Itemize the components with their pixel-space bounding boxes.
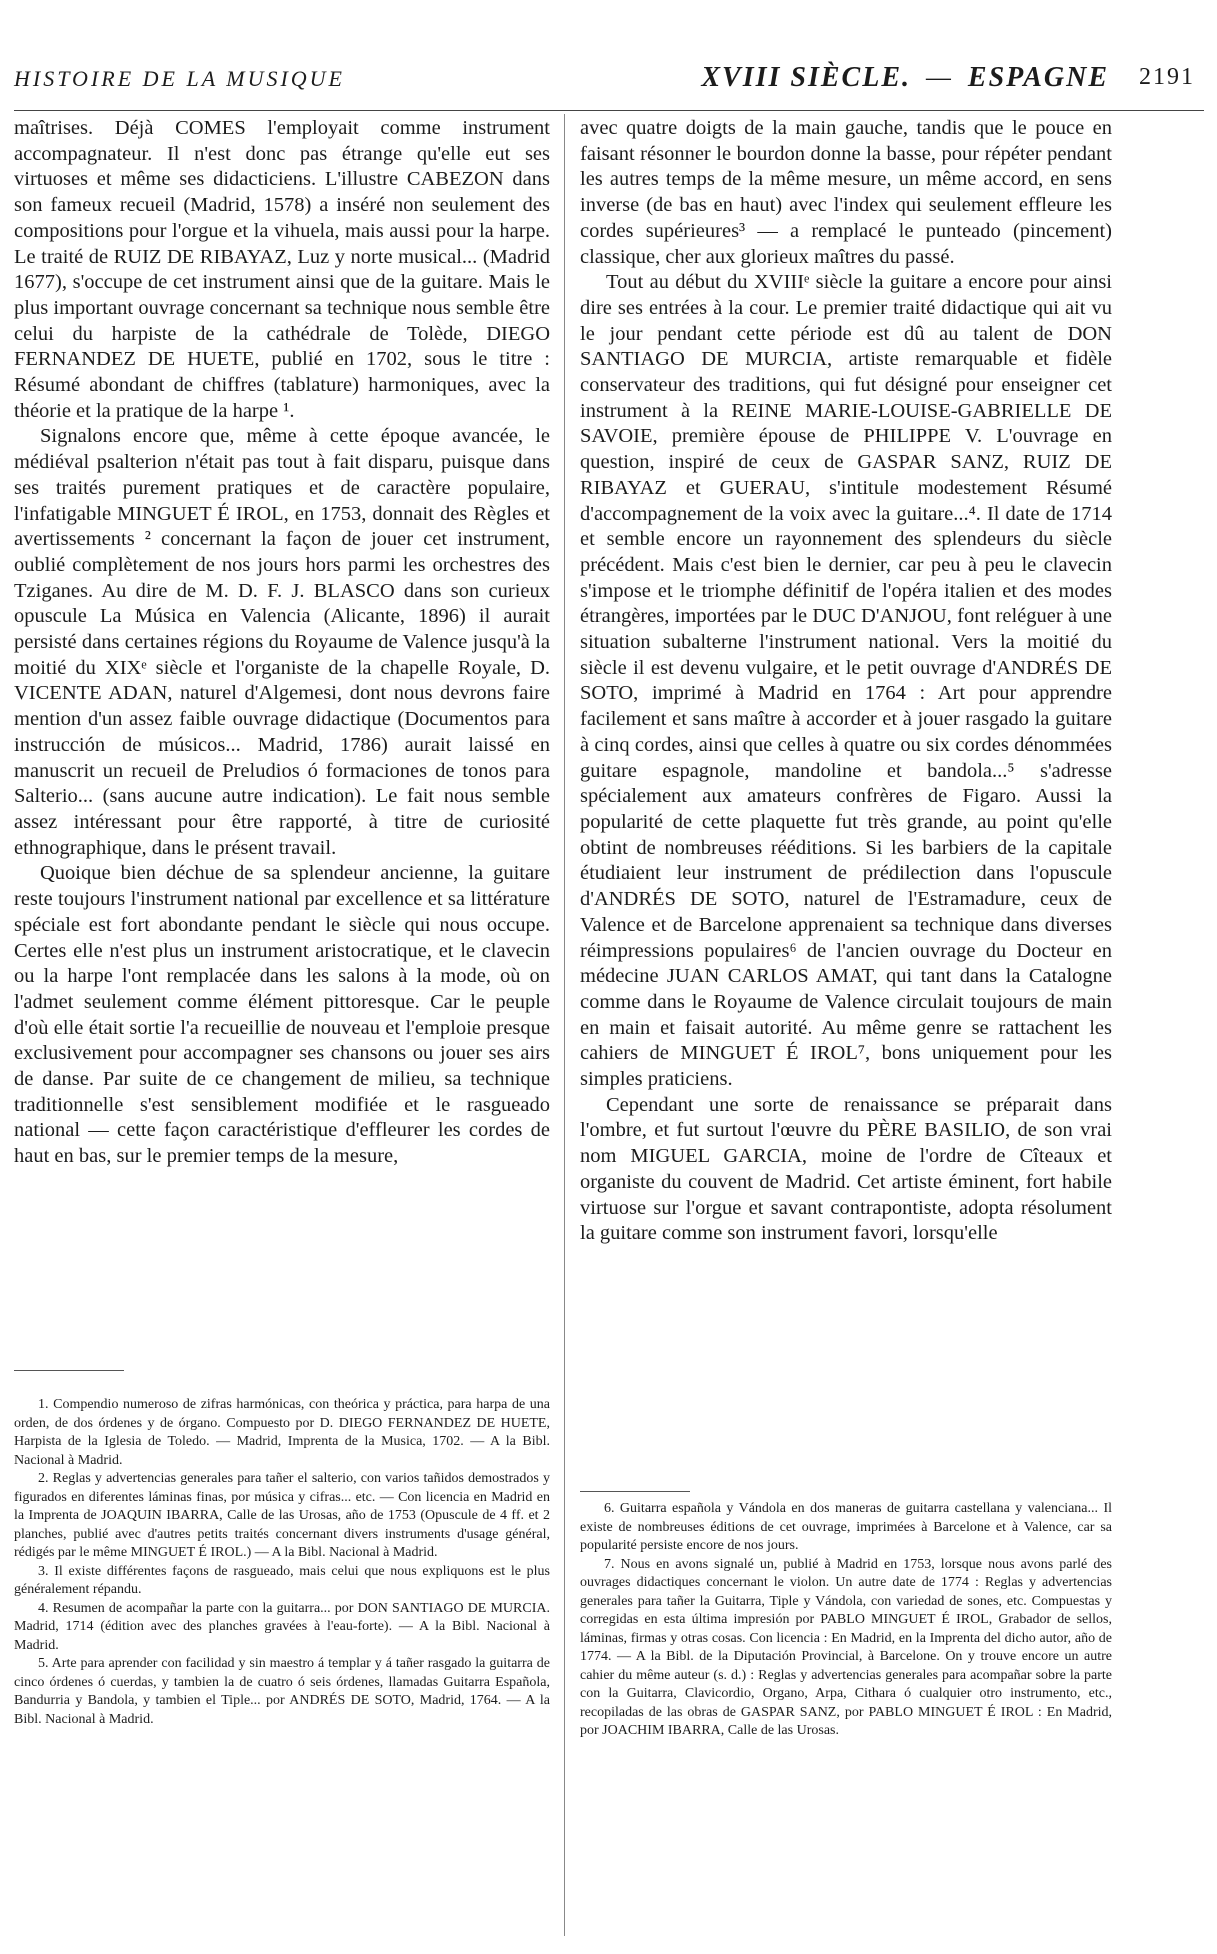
running-header-section	[701, 62, 1109, 94]
running-header-title: HISTOIRE DE LA MUSIQUE	[14, 66, 345, 91]
header-dash: —	[926, 62, 953, 93]
footnote: 4. Resumen de acompañar la parte con la guitarra... por DON SANTIAGO DE MURCIA. Madrid, 1714 (édition avec des planches gravées à l'eau-forte). — A la Bibl. Nacional à Madrid.	[14, 1600, 550, 1653]
footnote: 2. Reglas y advertencias generales para tañer el salterio, con varios tañidos demostrados y figurados en diferentes láminas finas, por música y cifras... etc. — Con licencia en Madrid en la Imprenta de JOAQUIN IBARRA, Calle de las Urosas, año de 1753 (Opuscule de 4 ff. et 2 planches, publié avec d'autres petits traités concernant divers instruments d'usage général, rédigés par le même MINGUET É IROL.) — A la Bibl. Nacional à Madrid.	[14, 1471, 550, 1560]
footnote: 3. Il existe différentes façons de rasgueado, mais celui que nous expliquons est le plus généralement répandu.	[14, 1563, 550, 1597]
header-century: XVIII SIÈCLE.	[701, 62, 912, 93]
paragraph: avec quatre doigts de la main gauche, tandis que le pouce en faisant résonner le bourdon donne la basse, pour répéter pendant les autres temps de la même mesure, un même accord, en sens inverse (de bas en haut) avec l'index qui seulement effleure les cordes supérieures³ — a remplacé le punteado (pincement) classique, cher aux glorieux maîtres du passé.	[580, 117, 1112, 268]
footnote-rule-left	[14, 1370, 124, 1371]
page-number: 2191	[1139, 64, 1195, 90]
right-footnotes	[580, 1500, 1112, 1741]
paragraph: Tout au début du XVIIIᵉ siècle la guitare a encore pour ainsi dire ses entrées à la cour. Le premier traité didactique qui ait vu le jour pendant cette période est dû au talent de DON SANTIAGO DE MURCIA, artiste remarquable et fidèle conservateur des traditions, qui fut désigné pour enseigner cet instrument à la REINE MARIE-LOUISE-GABRIELLE DE SAVOIE, première épouse de PHILIPPE V. L'ouvrage en question, inspiré de ceux de GASPAR SANZ, RUIZ DE RIBAYAZ et GUERAU, s'intitule modestement Résumé d'accompagnement de la voix avec la guitare...⁴. Il date de 1714 et semble encore un rayonnement des splendeurs du siècle précédent. Mais c'est bien le dernier, car peu à peu le clavecin s'impose et le triomphe définitif de l'opéra italien et des modes étrangères, importées par le DUC D'ANJOU, font reléguer à une situation subalterne l'instrument national. Vers la moitié du siècle il est devenu vulgaire, et le petit ouvrage d'ANDRÉS DE SOTO, imprimé à Madrid en 1764 : Art pour apprendre facilement et sans maître à accorder et à jouer rasgado la guitare à cinq cordes, ainsi que celles à quatre ou six cordes dénommées guitare espagnole, mandoline et bandola...⁵ s'adresse spécialement aux amateurs confrères de Figaro. Aussi la popularité de cette plaquette fut très grande, au point qu'elle obtint de nombreuses rééditions. Si les barbiers de la capitale étudiaient leur instrument de prédilection dans l'opuscule d'ANDRÉS DE SOTO, naturel de l'Estramadure, ceux de Valence et de Barcelone apprenaient sa technique dans diverses réimpressions populaires⁶ de l'ancien ouvrage du Docteur en médecine JUAN CARLOS AMAT, qui tant dans la Catalogne comme dans le Royaume de Valence circulait toujours de main en main et faisait autorité. Au même genre se rattachent les cahiers de MINGUET É IROL⁷, bons uniquement pour les simples praticiens.	[580, 271, 1112, 1091]
footnote: 5. Arte para aprender con facilidad y sin maestro á templar y á tañer rasgado la guitarra de cinco órdenes ó cuerdas, y tambien la de cuatro ó seis órdenes, llamadas Guitarra Española, Bandurria y Bandola, y tambien el Tiple... por ANDRÉS DE SOTO, Madrid, 1764. — A la Bibl. Nacional à Madrid.	[14, 1656, 550, 1727]
footnote: 6. Guitarra española y Vándola en dos maneras de guitarra castellana y valenciana... Il existe de nombreuses éditions de cet ouvrage, imprimées à Barcelone et à Valence, car sa popularité persiste encore de nos jours.	[580, 1501, 1112, 1553]
right-column-text	[580, 116, 1112, 1452]
header-country: ESPAGNE	[967, 62, 1109, 93]
paragraph: Cependant une sorte de renaissance se préparait dans l'ombre, et fut surtout l'œuvre du PÈRE BASILIO, de son vrai nom MIGUEL GARCIA, moine de l'ordre de Cîteaux et organiste du couvent de Madrid. Cet artiste éminent, fort habile virtuose sur l'orgue et savant contrapontiste, adopta résolument la guitare comme son instrument favori, lorsqu'elle	[580, 1093, 1112, 1245]
paragraph: Signalons encore que, même à cette époque avancée, le médiéval psalterion n'était pas tout à fait disparu, puisque dans ses traités purement pratiques et de caractère populaire, l'infatigable MINGUET É IROL, en 1753, donnait des Règles et avertissements ² concernant la façon de jouer cet instrument, oublié complètement de nos jours hors parmi les orchestres des Tziganes. Au dire de M. D. F. J. BLASCO dans son curieux opuscule La Música en Valencia (Alicante, 1896) il aurait persisté dans certaines régions du Royaume de Valence jusqu'à la moitié du XIXᵉ siècle et l'organiste de la chapelle Royale, D. VICENTE ADAN, naturel d'Algemesi, dont nous devrons faire mention d'un assez faible ouvrage didactique (Documentos para instrucción de músicos... Madrid, 1786) aurait laissé en manuscrit un recueil de Preludios ó formaciones de tonos para Salterio... (sans aucune autre indication). Le fait nous semble assez intéressant pour être rapporté, à titre de curiosité ethnographique, dans le présent travail.	[14, 425, 550, 859]
header-rule	[14, 110, 1204, 111]
footnote: 1. Compendio numeroso de zifras harmónicas, con theórica y práctica, para harpa de una orden, de dos órdenes y de órgano. Compuesto por D. DIEGO FERNANDEZ DE HUETE, Harpista de la Iglesia de Toledo. — Madrid, Imprenta de la Musica, 1702. — A la Bibl. Nacional à Madrid.	[14, 1397, 550, 1468]
footnote-rule-right	[580, 1491, 690, 1492]
paragraph: Quoique bien déchue de sa splendeur ancienne, la guitare reste toujours l'instrument national par excellence et sa littérature spéciale est fort abondante pendant le siècle qui nous occupe. Certes elle n'est plus un instrument aristocratique, et le clavecin ou la harpe l'ont remplacée dans les salons à la mode, où on l'admet seulement comme élément pittoresque. Car le peuple d'où elle était sortie l'a recueillie de nouveau et l'emploie presque exclusivement pour accompagner ses chansons ou jouer ses airs de danse. Par suite de ce changement de milieu, sa technique traditionnelle s'est sensiblement modifiée et le rasgueado national — cette façon caractéristique d'effleurer les cordes de haut en bas, sur le premier temps de la mesure,	[14, 862, 550, 1168]
left-column-text	[14, 116, 550, 1348]
footnote: 7. Nous en avons signalé un, publié à Madrid en 1753, lorsque nous avons parlé des ouvrages didactiques concernant le violon. Un autre date de 1774 : Reglas y advertencias generales para tañer la Guitarra, Tiple y Vándola, con variedad de sones, etc. Compuestas y corregidas en esta última impresión por PABLO MINGUET É IROL, Grabador de sellos, láminas, firmas y otras cosas. Con licencia : En Madrid, en la Imprenta del dicho autor, año de 1774. — A la Bibl. de la Diputación Provincial, à Barcelone. On y trouve encore un autre cahier du même auteur (s. d.) : Reglas y advertencias generales para acompañar sobre la parte con la Guitarra, Clavicordio, Organo, Arpa, Cithara ó cualquier otro instrumento, etc., recopiladas de las obras de GASPAR SANZ, por PABLO MINGUET É IROL : En Madrid, por JOACHIM IBARRA, Calle de las Urosas.	[580, 1556, 1112, 1738]
column-divider	[564, 114, 565, 1936]
paragraph: maîtrises. Déjà COMES l'employait comme instrument accompagnateur. Il n'est donc pas étrange qu'elle eut ses virtuoses et même ses didacticiens. L'illustre CABEZON dans son fameux recueil (Madrid, 1578) a inséré non seulement des compositions pour l'orgue et la vihuela, mais aussi pour la harpe. Le traité de RUIZ DE RIBAYAZ, Luz y norte musical... (Madrid 1677), s'occupe de cet instrument ainsi que de la guitare. Mais le plus important ouvrage concernant sa technique nous semble être celui du harpiste de la cathédrale de Tolède, DIEGO FERNANDEZ DE HUETE, publié en 1702, sous le titre : Résumé abondant de chiffres (tablature) harmoniques, avec la théorie et la pratique de la harpe ¹.	[14, 117, 550, 422]
left-footnotes	[14, 1396, 550, 1729]
